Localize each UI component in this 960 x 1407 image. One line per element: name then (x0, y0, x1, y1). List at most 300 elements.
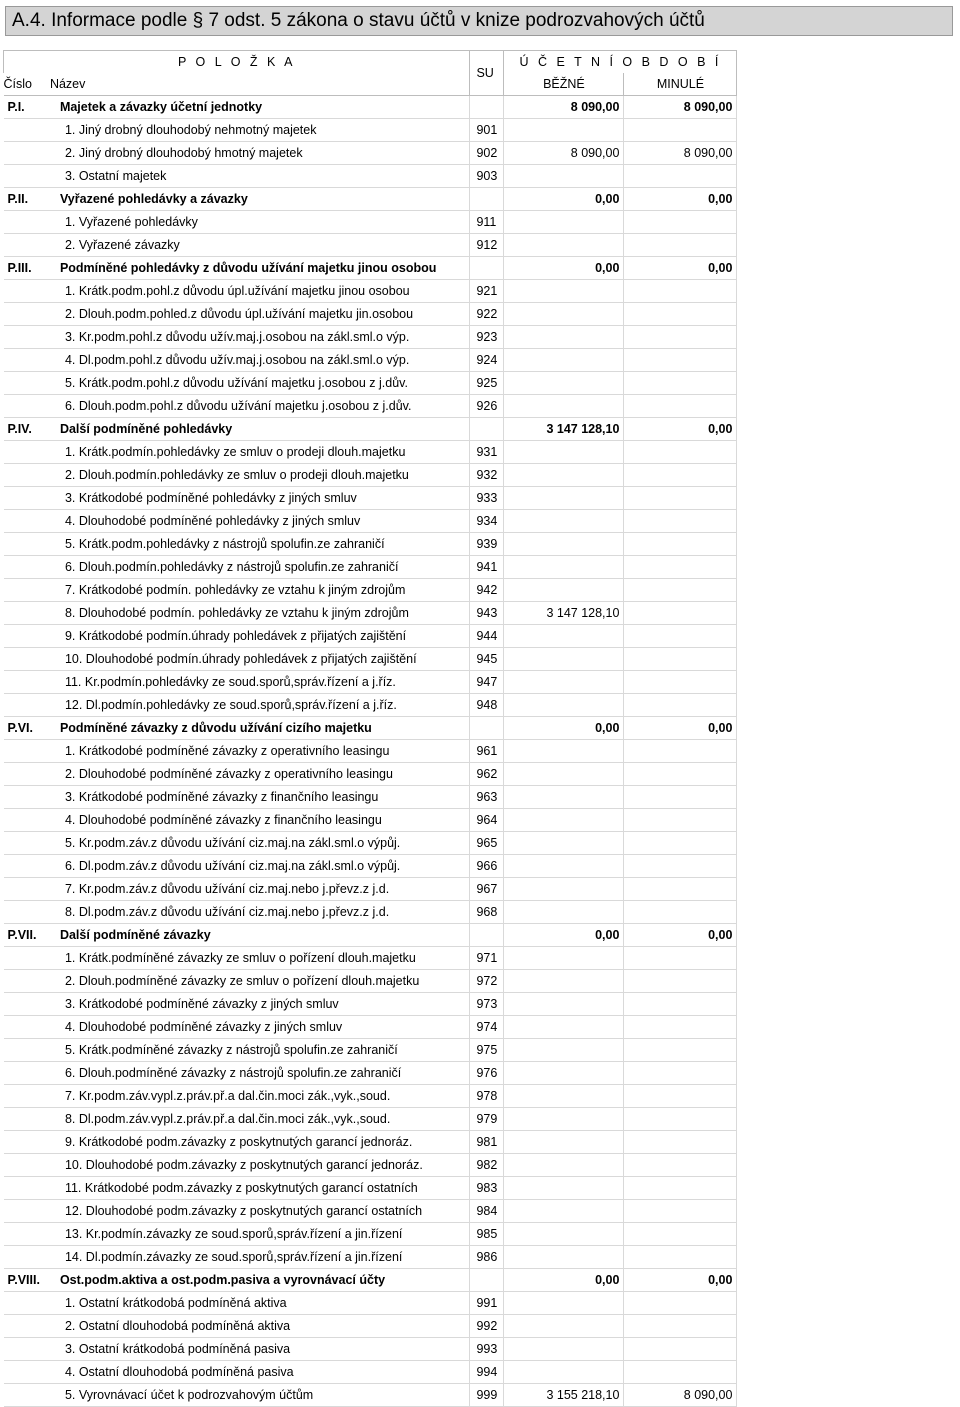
row-current-value (504, 303, 624, 326)
row-previous-value (624, 510, 737, 533)
row-code (4, 786, 40, 809)
row-code (4, 648, 40, 671)
row-code (4, 694, 40, 717)
row-su: 974 (470, 1016, 504, 1039)
row-previous-value (624, 1246, 737, 1269)
row-current-value (504, 234, 624, 257)
row-name: 1. Krátk.podm.pohl.z důvodu úpl.užívání majetku jinou osobou (40, 280, 470, 303)
row-su: 972 (470, 970, 504, 993)
row-su: 966 (470, 855, 504, 878)
row-previous-value (624, 1085, 737, 1108)
table-row (4, 832, 737, 855)
row-name: 1. Vyřazené pohledávky (40, 211, 470, 234)
row-previous-value (624, 832, 737, 855)
row-name: 7. Kr.podm.záv.z důvodu užívání ciz.maj.nebo j.převz.z j.d. (40, 878, 470, 901)
row-previous-value (624, 1200, 737, 1223)
row-code (4, 832, 40, 855)
table-row (4, 1200, 737, 1223)
row-code (4, 579, 40, 602)
row-name: 2. Vyřazené závazky (40, 234, 470, 257)
header-minule: MINULÉ (624, 73, 737, 96)
row-current-value (504, 1039, 624, 1062)
row-previous-value (624, 740, 737, 763)
row-previous-value (624, 855, 737, 878)
row-previous-value (624, 326, 737, 349)
row-name: 5. Krátk.podm.pohl.z důvodu užívání majetku j.osobou z j.dův. (40, 372, 470, 395)
row-code (4, 1062, 40, 1085)
row-previous-value (624, 602, 737, 625)
row-current-value (504, 280, 624, 303)
row-su: 948 (470, 694, 504, 717)
row-su: 903 (470, 165, 504, 188)
row-name: 3. Kr.podm.pohl.z důvodu užív.maj.j.osobou na zákl.sml.o výp. (40, 326, 470, 349)
row-name: 11. Kr.podmín.pohledávky ze soud.sporů,správ.řízení a j.říz. (40, 671, 470, 694)
table-row (4, 1085, 737, 1108)
table-row (4, 441, 737, 464)
row-code (4, 234, 40, 257)
row-previous-value (624, 786, 737, 809)
row-current-value (504, 947, 624, 970)
row-previous-value (624, 763, 737, 786)
group-row (4, 188, 737, 211)
row-code (4, 1246, 40, 1269)
row-su: 976 (470, 1062, 504, 1085)
row-current-value: 0,00 (504, 924, 624, 947)
table-row (4, 694, 737, 717)
table-row (4, 1361, 737, 1384)
row-previous-value (624, 372, 737, 395)
row-name: 12. Dlouhodobé podm.závazky z poskytnutých garancí ostatních (40, 1200, 470, 1223)
table-row (4, 510, 737, 533)
row-code (4, 970, 40, 993)
table-row (4, 625, 737, 648)
row-previous-value (624, 1108, 737, 1131)
row-previous-value (624, 947, 737, 970)
row-name: 14. Dl.podmín.závazky ze soud.sporů,správ.řízení a jin.řízení (40, 1246, 470, 1269)
table-row (4, 280, 737, 303)
table-row (4, 1039, 737, 1062)
row-code (4, 1108, 40, 1131)
group-row (4, 717, 737, 740)
row-current-value (504, 740, 624, 763)
row-name: 10. Dlouhodobé podm.závazky z poskytnutých garancí jednoráz. (40, 1154, 470, 1177)
table-row (4, 326, 737, 349)
row-previous-value (624, 234, 737, 257)
row-previous-value (624, 694, 737, 717)
row-su: 939 (470, 533, 504, 556)
row-code (4, 1200, 40, 1223)
row-name: Vyřazené pohledávky a závazky (40, 188, 470, 211)
row-su: 931 (470, 441, 504, 464)
row-previous-value (624, 349, 737, 372)
row-current-value (504, 510, 624, 533)
row-code (4, 487, 40, 510)
row-current-value (504, 1085, 624, 1108)
table-row (4, 556, 737, 579)
row-current-value: 0,00 (504, 257, 624, 280)
row-su: 941 (470, 556, 504, 579)
table-row (4, 993, 737, 1016)
group-row (4, 418, 737, 441)
row-su: 979 (470, 1108, 504, 1131)
row-current-value: 0,00 (504, 188, 624, 211)
row-previous-value (624, 1223, 737, 1246)
row-su (470, 257, 504, 280)
row-code (4, 119, 40, 142)
row-current-value (504, 211, 624, 234)
row-current-value (504, 1131, 624, 1154)
row-previous-value (624, 1131, 737, 1154)
row-current-value (504, 878, 624, 901)
row-su: 975 (470, 1039, 504, 1062)
table-row (4, 970, 737, 993)
row-name: Další podmíněné pohledávky (40, 418, 470, 441)
table-body (4, 96, 737, 1407)
row-previous-value (624, 165, 737, 188)
row-code (4, 280, 40, 303)
row-previous-value: 8 090,00 (624, 1384, 737, 1407)
group-row (4, 1269, 737, 1292)
row-su: 942 (470, 579, 504, 602)
row-name: 7. Krátkodobé podmín. pohledávky ze vztahu k jiným zdrojům (40, 579, 470, 602)
row-previous-value (624, 533, 737, 556)
table-row (4, 1062, 737, 1085)
header-ucetni-obdobi: Ú Č E T N Í O B D O B Í (504, 51, 737, 74)
row-code (4, 625, 40, 648)
table-row (4, 1246, 737, 1269)
table-row (4, 763, 737, 786)
row-current-value (504, 1315, 624, 1338)
row-code (4, 809, 40, 832)
row-code (4, 441, 40, 464)
row-code (4, 211, 40, 234)
row-name: Podmíněné závazky z důvodu užívání cizího majetku (40, 717, 470, 740)
row-su: 912 (470, 234, 504, 257)
row-code (4, 510, 40, 533)
row-previous-value (624, 878, 737, 901)
header-cislo: Číslo (4, 73, 40, 96)
row-previous-value (624, 441, 737, 464)
row-current-value (504, 1292, 624, 1315)
row-name: 5. Kr.podm.záv.z důvodu užívání ciz.maj.na zákl.sml.o výpůj. (40, 832, 470, 855)
page-title: A.4. Informace podle § 7 odst. 5 zákona o stavu účtů v knize podrozvahových účtů (12, 10, 705, 31)
row-name: 1. Krátkodobé podmíněné závazky z operativního leasingu (40, 740, 470, 763)
row-current-value: 3 147 128,10 (504, 602, 624, 625)
row-su: 947 (470, 671, 504, 694)
row-previous-value (624, 303, 737, 326)
row-name: 8. Dl.podm.záv.z důvodu užívání ciz.maj.nebo j.převz.z j.d. (40, 901, 470, 924)
row-su: 983 (470, 1177, 504, 1200)
row-current-value (504, 1062, 624, 1085)
row-previous-value (624, 1338, 737, 1361)
row-su: 934 (470, 510, 504, 533)
row-su: 964 (470, 809, 504, 832)
header-polozka: P O L O Ž K A (4, 51, 470, 74)
table-row (4, 165, 737, 188)
row-current-value (504, 487, 624, 510)
row-name: 2. Jiný drobný dlouhodobý hmotný majetek (40, 142, 470, 165)
table-row (4, 142, 737, 165)
row-current-value (504, 556, 624, 579)
row-su: 925 (470, 372, 504, 395)
row-previous-value (624, 993, 737, 1016)
row-name: 3. Krátkodobé podmíněné závazky z jiných smluv (40, 993, 470, 1016)
row-name: 2. Dlouhodobé podmíněné závazky z operativního leasingu (40, 763, 470, 786)
row-code (4, 142, 40, 165)
row-previous-value (624, 487, 737, 510)
row-code (4, 1292, 40, 1315)
row-name: 4. Dl.podm.pohl.z důvodu užív.maj.j.osobou na zákl.sml.o výp. (40, 349, 470, 372)
row-su: 985 (470, 1223, 504, 1246)
row-su: 967 (470, 878, 504, 901)
table-row (4, 1338, 737, 1361)
row-su: 944 (470, 625, 504, 648)
row-su: 992 (470, 1315, 504, 1338)
row-code (4, 326, 40, 349)
row-code (4, 1177, 40, 1200)
table-row (4, 211, 737, 234)
row-current-value (504, 786, 624, 809)
row-name: 9. Krátkodobé podmín.úhrady pohledávek z přijatých zajištění (40, 625, 470, 648)
row-name: 1. Jiný drobný dlouhodobý nehmotný majetek (40, 119, 470, 142)
row-name: Další podmíněné závazky (40, 924, 470, 947)
row-code (4, 1384, 40, 1407)
group-row (4, 924, 737, 947)
row-su: 982 (470, 1154, 504, 1177)
row-current-value (504, 832, 624, 855)
row-code (4, 372, 40, 395)
row-code (4, 901, 40, 924)
row-code (4, 947, 40, 970)
row-su: 932 (470, 464, 504, 487)
row-code (4, 1085, 40, 1108)
row-code (4, 1016, 40, 1039)
table-row (4, 579, 737, 602)
row-current-value (504, 1200, 624, 1223)
row-previous-value (624, 901, 737, 924)
row-code (4, 349, 40, 372)
row-current-value (504, 464, 624, 487)
row-code (4, 1223, 40, 1246)
row-current-value: 0,00 (504, 717, 624, 740)
table-row (4, 671, 737, 694)
row-su (470, 1269, 504, 1292)
row-name: 4. Dlouhodobé podmíněné závazky z jiných smluv (40, 1016, 470, 1039)
row-current-value (504, 970, 624, 993)
row-code: P.IV. (4, 418, 40, 441)
row-previous-value (624, 395, 737, 418)
row-code: P.II. (4, 188, 40, 211)
row-su: 986 (470, 1246, 504, 1269)
row-name: 4. Ostatní dlouhodobá podmíněná pasiva (40, 1361, 470, 1384)
row-code (4, 464, 40, 487)
row-code: P.I. (4, 96, 40, 119)
row-code: P.III. (4, 257, 40, 280)
row-code (4, 1315, 40, 1338)
row-current-value (504, 993, 624, 1016)
table-row (4, 648, 737, 671)
row-previous-value (624, 1154, 737, 1177)
table-row (4, 464, 737, 487)
row-su: 978 (470, 1085, 504, 1108)
table-row (4, 1292, 737, 1315)
row-code (4, 993, 40, 1016)
row-su: 924 (470, 349, 504, 372)
row-current-value: 3 155 218,10 (504, 1384, 624, 1407)
row-previous-value: 0,00 (624, 717, 737, 740)
row-name: 2. Dlouh.podmíněné závazky ze smluv o pořízení dlouh.majetku (40, 970, 470, 993)
row-previous-value: 0,00 (624, 924, 737, 947)
row-code (4, 533, 40, 556)
row-name: 4. Dlouhodobé podmíněné pohledávky z jiných smluv (40, 510, 470, 533)
row-previous-value (624, 1016, 737, 1039)
off-balance-accounts-table (3, 50, 737, 1407)
row-current-value (504, 901, 624, 924)
row-previous-value (624, 119, 737, 142)
table-row (4, 303, 737, 326)
row-previous-value: 0,00 (624, 257, 737, 280)
row-su: 968 (470, 901, 504, 924)
row-current-value (504, 1177, 624, 1200)
header-su: SU (470, 51, 504, 96)
row-name: 1. Ostatní krátkodobá podmíněná aktiva (40, 1292, 470, 1315)
row-code (4, 878, 40, 901)
row-su: 994 (470, 1361, 504, 1384)
group-row (4, 257, 737, 280)
row-su: 961 (470, 740, 504, 763)
row-name: 7. Kr.podm.záv.vypl.z.práv.př.a dal.čin.moci zák.,vyk.,soud. (40, 1085, 470, 1108)
row-previous-value (624, 1361, 737, 1384)
table-row (4, 1131, 737, 1154)
row-name: 2. Dlouh.podm.pohled.z důvodu úpl.užívání majetku jin.osobou (40, 303, 470, 326)
table-row (4, 1154, 737, 1177)
row-name: 2. Dlouh.podmín.pohledávky ze smluv o prodeji dlouh.majetku (40, 464, 470, 487)
row-su: 973 (470, 993, 504, 1016)
row-su: 993 (470, 1338, 504, 1361)
row-previous-value (624, 1292, 737, 1315)
row-name: 8. Dlouhodobé podmín. pohledávky ze vztahu k jiným zdrojům (40, 602, 470, 625)
row-previous-value (624, 1039, 737, 1062)
row-current-value (504, 579, 624, 602)
row-current-value (504, 1338, 624, 1361)
row-current-value (504, 648, 624, 671)
row-code: P.VI. (4, 717, 40, 740)
row-current-value (504, 441, 624, 464)
row-previous-value (624, 625, 737, 648)
row-code: P.VIII. (4, 1269, 40, 1292)
row-su: 999 (470, 1384, 504, 1407)
row-name: 6. Dlouh.podm.pohl.z důvodu užívání majetku j.osobou z j.dův. (40, 395, 470, 418)
row-name: Majetek a závazky účetní jednotky (40, 96, 470, 119)
table-row (4, 947, 737, 970)
row-previous-value (624, 1315, 737, 1338)
row-code (4, 303, 40, 326)
row-code (4, 1338, 40, 1361)
table-row (4, 234, 737, 257)
row-code (4, 855, 40, 878)
row-previous-value (624, 648, 737, 671)
row-previous-value: 8 090,00 (624, 142, 737, 165)
table-row (4, 533, 737, 556)
table-row (4, 1223, 737, 1246)
row-current-value (504, 533, 624, 556)
row-su: 965 (470, 832, 504, 855)
row-current-value (504, 1246, 624, 1269)
table-row (4, 487, 737, 510)
row-name: 13. Kr.podmín.závazky ze soud.sporů,správ.řízení a jin.řízení (40, 1223, 470, 1246)
row-previous-value (624, 464, 737, 487)
row-previous-value (624, 1177, 737, 1200)
row-current-value: 0,00 (504, 1269, 624, 1292)
row-name: 3. Krátkodobé podmíněné závazky z finančního leasingu (40, 786, 470, 809)
row-code (4, 763, 40, 786)
row-current-value (504, 1108, 624, 1131)
row-current-value (504, 326, 624, 349)
table-row (4, 855, 737, 878)
row-name: 3. Ostatní krátkodobá podmíněná pasiva (40, 1338, 470, 1361)
table-row (4, 349, 737, 372)
row-name: Podmíněné pohledávky z důvodu užívání majetku jinou osobou (40, 257, 470, 280)
row-name: 5. Krátk.podmíněné závazky z nástrojů spolufin.ze zahraničí (40, 1039, 470, 1062)
row-su (470, 418, 504, 441)
row-su: 984 (470, 1200, 504, 1223)
row-code (4, 1039, 40, 1062)
row-code (4, 556, 40, 579)
row-current-value (504, 1223, 624, 1246)
row-previous-value (624, 809, 737, 832)
table-row (4, 1016, 737, 1039)
row-name: 1. Krátk.podmín.pohledávky ze smluv o prodeji dlouh.majetku (40, 441, 470, 464)
row-name: 6. Dlouh.podmíněné závazky z nástrojů spolufin.ze zahraničí (40, 1062, 470, 1085)
row-current-value (504, 763, 624, 786)
header-bezne: BĚŽNÉ (504, 73, 624, 96)
row-previous-value (624, 1062, 737, 1085)
row-su (470, 96, 504, 119)
row-previous-value: 0,00 (624, 1269, 737, 1292)
row-current-value (504, 625, 624, 648)
row-current-value (504, 671, 624, 694)
row-current-value (504, 395, 624, 418)
row-code (4, 740, 40, 763)
table-row (4, 901, 737, 924)
row-name: 1. Krátk.podmíněné závazky ze smluv o pořízení dlouh.majetku (40, 947, 470, 970)
table-row (4, 602, 737, 625)
row-current-value (504, 165, 624, 188)
row-previous-value: 0,00 (624, 418, 737, 441)
row-su: 981 (470, 1131, 504, 1154)
row-current-value: 3 147 128,10 (504, 418, 624, 441)
row-previous-value: 8 090,00 (624, 96, 737, 119)
row-su: 943 (470, 602, 504, 625)
row-su: 902 (470, 142, 504, 165)
row-previous-value (624, 671, 737, 694)
row-code (4, 602, 40, 625)
row-su: 901 (470, 119, 504, 142)
row-code: P.VII. (4, 924, 40, 947)
row-code (4, 1154, 40, 1177)
row-su: 963 (470, 786, 504, 809)
table-row (4, 1384, 737, 1407)
row-name: Ost.podm.aktiva a ost.podm.pasiva a vyrovnávací účty (40, 1269, 470, 1292)
row-su: 926 (470, 395, 504, 418)
row-name: 4. Dlouhodobé podmíněné závazky z finančního leasingu (40, 809, 470, 832)
row-su (470, 924, 504, 947)
row-current-value (504, 1154, 624, 1177)
row-previous-value (624, 280, 737, 303)
row-su: 922 (470, 303, 504, 326)
row-su: 945 (470, 648, 504, 671)
table-row (4, 809, 737, 832)
